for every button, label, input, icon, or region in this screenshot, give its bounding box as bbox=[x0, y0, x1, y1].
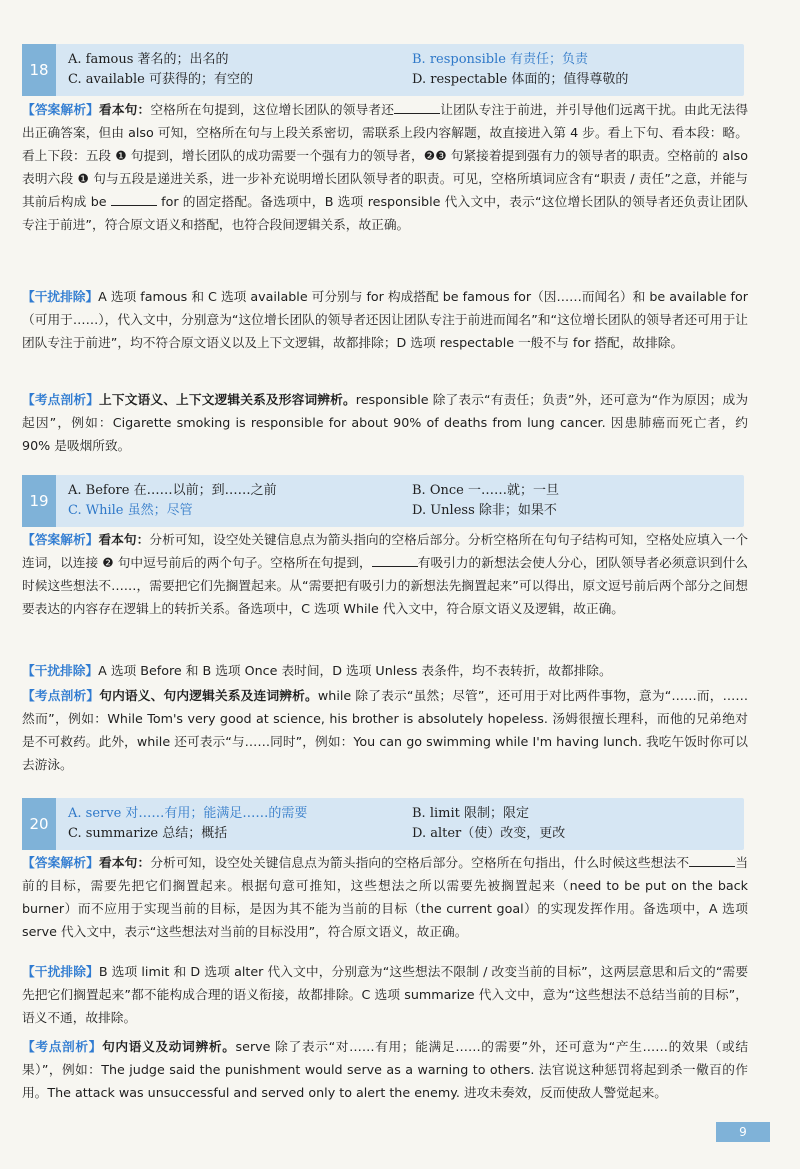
q19-point-text: while 除了表示“虽然；尽管”，还可用于对比两件事物，意为“……而，……然而”，例如：While Tom's very good at science, his brother is absolutely hopeless. 汤姆很擅长理科，而他的兄弟绝对是不可救药。此外，while 还可表示“与……同时”，例如：You can go swimming while I'm having lunch. 我吃午饭时你可以去游泳。 bbox=[22, 688, 749, 772]
q20-point-text: serve 除了表示“对……有用；能满足……的需要”外，还可意为“产生……的效果（或结果）”，例如：The judge said the punishment would serve as a warning to others. 法官说这种惩罚将起到杀一儆百的作用。The attack was unsuccessful and served only to alert the enemy. 进攻未奏效，反而使敌人警觉起来。 bbox=[22, 1039, 749, 1100]
q20-point-tag: 【考点剖析】 bbox=[22, 1039, 103, 1054]
q20-options-bar bbox=[22, 798, 744, 850]
q18-blank bbox=[394, 101, 440, 114]
q20-option-c: C. summarize 总结；概括 bbox=[68, 826, 228, 841]
q18-answer-text-3: for 的固定搭配。备选项中，B 选项 responsible 代入文中，表示“这位增长团队的领导者还负责让团队专注于前进”，符合原文语义和搭配，也符合段间逻辑关系，故正确。 bbox=[22, 194, 748, 232]
q19-answer-text-2: 有吸引力的新想法会使人分心，团队领导者必须意识到什么时候这些想法不……，需要把它们先搁置起来。从“需要把有吸引力的新想法先搁置起来”可以得出，原文逗号前后两个部分之间想要表达的内容存在逻辑上的转折关系。备选项中，C 选项 While 代入文中，符合原文语义及逻辑，故正确。 bbox=[22, 555, 748, 616]
q18-answer-text-1: 空格所在句提到，这位增长团队的领导者还 bbox=[150, 102, 395, 117]
page-number: 9 bbox=[716, 1122, 770, 1142]
q20-answer-lead: 看本句： bbox=[98, 855, 151, 870]
q20-answer-tag: 【答案解析】 bbox=[22, 855, 99, 870]
q20-number: 20 bbox=[22, 798, 56, 850]
q18-number: 18 bbox=[22, 44, 56, 96]
q18-answer-analysis bbox=[22, 98, 748, 236]
q18-point-tag: 【考点剖析】 bbox=[22, 392, 100, 407]
q20-point-lead: 句内语义及动词辨析。 bbox=[102, 1039, 236, 1054]
q19-point-tag: 【考点剖析】 bbox=[22, 688, 100, 703]
q19-number: 19 bbox=[22, 475, 56, 527]
q18-option-b: B. responsible 有责任；负责 bbox=[412, 52, 589, 67]
q18-point-lead: 上下文语义、上下文逻辑关系及形容词辨析。 bbox=[99, 392, 356, 407]
q19-option-b: B. Once 一……就；一旦 bbox=[412, 483, 559, 498]
q19-point bbox=[22, 684, 748, 776]
q20-answer-text-1: 分析可知，设空处关键信息点为箭头指向的空格后部分。空格所在句指出，什么时候这些想法不 bbox=[150, 855, 690, 870]
q18-option-d: D. respectable 体面的；值得尊敬的 bbox=[412, 72, 629, 87]
q20-option-a: A. serve 对……有用；能满足……的需要 bbox=[68, 806, 308, 821]
q19-answer-text-1: 分析可知，设空处关键信息点为箭头指向的空格后部分。分析空格所在句句子结构可知，空格处应填入一个连词，以连接 ❷ 句中逗号前后的两个句子。空格所在句提到， bbox=[22, 532, 749, 570]
q18-point-text: responsible 除了表示“有责任；负责”外，还可意为“作为原因；成为起因”，例如：Cigarette smoking is responsible for about 90% of deaths from lung cancer. 因患肺癌而死亡者，约 90% 是吸烟所致。 bbox=[22, 392, 749, 453]
q19-blank bbox=[372, 554, 418, 567]
q19-distractor bbox=[22, 659, 748, 682]
q20-distractor-text: B 选项 limit 和 D 选项 alter 代入文中，分别意为“这些想法不限制 / 改变当前的目标”，这两层意思和后文的“需要先把它们搁置起来”都不能构成合理的语义衔接，故都排除。C 选项 summarize 代入文中，意为“这些想法不总结当前的目标”，语义不通，故排除。 bbox=[22, 964, 749, 1025]
q20-distractor-tag: 【干扰排除】 bbox=[22, 964, 99, 979]
q18-option-a: A. famous 著名的；出名的 bbox=[68, 52, 229, 67]
q19-answer-analysis bbox=[22, 528, 748, 620]
q18-distractor bbox=[22, 285, 748, 354]
q18-distractor-text: A 选项 famous 和 C 选项 available 可分别与 for 构成搭配 be famous for（因……而闻名）和 be available for（可用于……），代入文中，分别意为“这位增长团队的领导者还因让团队专注于前进而闻名”和“这位增长团队的领导者还可用于让团队专注于前进”，均不符合原文语义以及上下文逻辑，故都排除；D 选项 respectable 一般不与 for 搭配，故排除。 bbox=[22, 289, 748, 350]
q18-answer-text-2: 让团队专注于前进，并引导他们远离干扰。由此无法得出正确答案，但由 also 可知，空格所在句与上段关系密切，需联系上段内容解题，故直接进入第 4 步。看上下句、看本段：略。看上下段：五段 ❶ 句提到，增长团队的成功需要一个强有力的领导者，❷❸ 句紧接着提到强有力的领导者的职责。空格前的 also 表明六段 ❶ 句与五段是递进关系，进一步补充说明增长团队领导者的职责。可见，空格所填词应含有“职责 / 责任”之意，并能与其前后构成 be bbox=[22, 102, 749, 209]
q18-answer-tag: 【答案解析】 bbox=[22, 102, 99, 117]
q19-distractor-tag: 【干扰排除】 bbox=[22, 663, 99, 678]
q20-option-b: B. limit 限制；限定 bbox=[412, 806, 529, 821]
q19-option-a: A. Before 在……以前；到……之前 bbox=[68, 483, 277, 498]
q19-point-lead: 句内语义、句内逻辑关系及连词辨析。 bbox=[99, 688, 318, 703]
q18-answer-lead: 看本句： bbox=[98, 102, 151, 117]
q18-option-c: C. available 可获得的；有空的 bbox=[68, 72, 253, 87]
q19-options-bar bbox=[22, 475, 744, 527]
q19-distractor-text: A 选项 Before 和 B 选项 Once 表时间，D 选项 Unless 表条件，均不表转折，故都排除。 bbox=[98, 663, 612, 678]
q19-answer-tag: 【答案解析】 bbox=[22, 532, 99, 547]
q20-option-d: D. alter（使）改变，更改 bbox=[412, 826, 566, 841]
q19-option-d: D. Unless 除非；如果不 bbox=[412, 503, 557, 518]
q20-distractor bbox=[22, 960, 748, 1029]
q20-blank bbox=[689, 854, 735, 867]
q20-point bbox=[22, 1035, 748, 1104]
q20-answer-text-2: 当前的目标，需要先把它们搁置起来。根据句意可推知，这些想法之所以需要先被搁置起来（need to be put on the back burner）而不应用于实现当前的目标，是因为其不能为当前的目标（the current goal）的实现发挥作用。备选项中，A 选项 serve 代入文中，表示“这些想法对当前的目标没用”，符合原文语义，故正确。 bbox=[22, 855, 749, 939]
q18-blank-2 bbox=[111, 193, 157, 206]
q19-option-c: C. While 虽然；尽管 bbox=[68, 503, 193, 518]
q18-point bbox=[22, 388, 748, 457]
q18-options-bar bbox=[22, 44, 744, 96]
q19-answer-lead: 看本句： bbox=[98, 532, 150, 547]
q18-distractor-tag: 【干扰排除】 bbox=[22, 289, 99, 304]
q20-answer-analysis bbox=[22, 851, 748, 943]
